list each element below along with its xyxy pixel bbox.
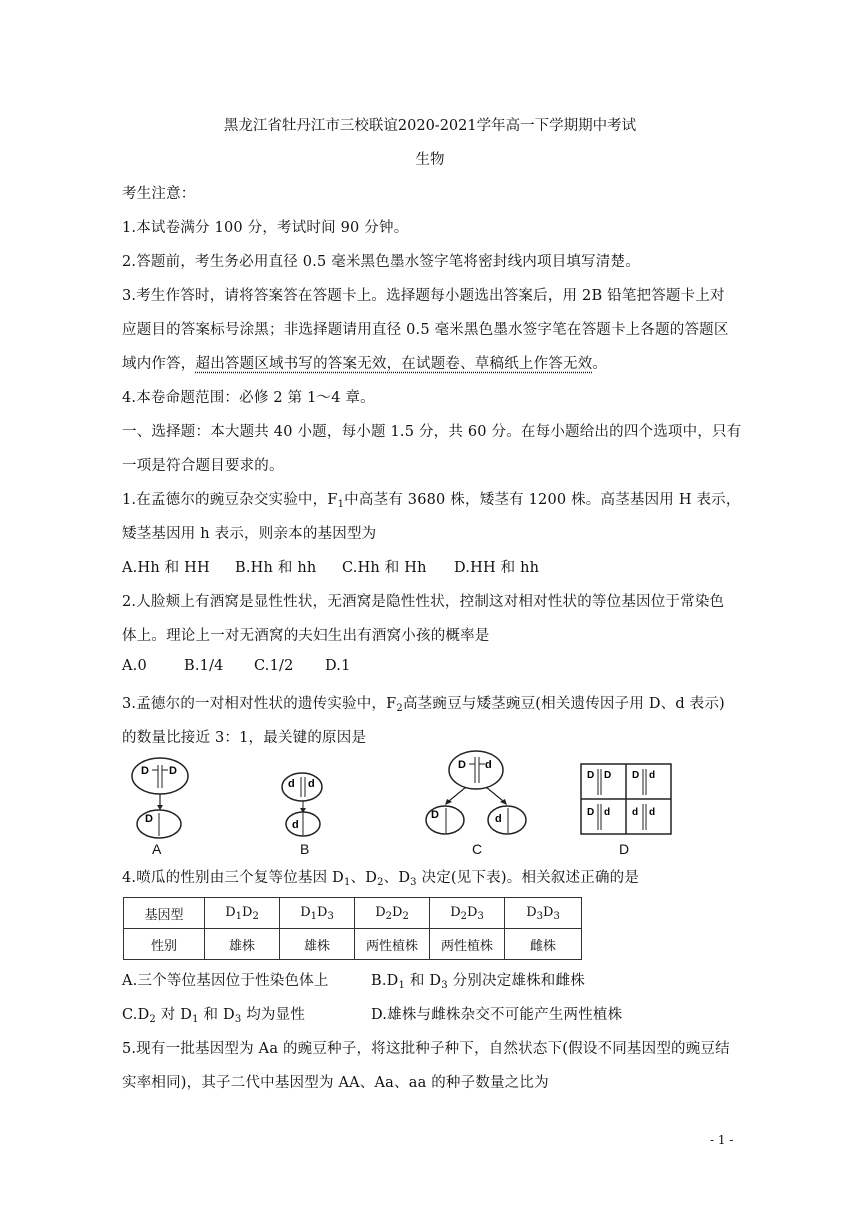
- q1-stem-line2: 矮茎基因用 h 表示，则亲本的基因型为: [122, 526, 377, 542]
- section1-line1: 一、选择题：本大题共 40 小题，每小题 1.5 分，共 60 分。在每小题给出的四个选项中，只有: [122, 424, 742, 440]
- genotype-table: [123, 897, 582, 960]
- genotype-cell: $D_1D_3$: [280, 898, 355, 929]
- q4-option-b: $B.D_1$ 和 $D_3$ 分别决定雄株和雌株: [371, 973, 585, 991]
- q4-option-c: $C.D_2$ 对 $D_1$ 和 $D_3$ 均为显性: [122, 1007, 306, 1025]
- sex-cell: 雄株: [205, 929, 280, 960]
- q1-option-d: D.HH 和 hh: [454, 560, 540, 576]
- genotype-cell: $D_1D_2$: [205, 898, 280, 929]
- q2-options: [122, 658, 351, 674]
- d-cell1-right: D: [604, 770, 612, 781]
- q2-option-c: C.1/2: [254, 658, 294, 674]
- sex-cell: 两性植株: [355, 929, 430, 960]
- notice-heading: 考生注意：: [122, 186, 196, 202]
- q4-option-d: D.雄株与雌株杂交不可能产生两性植株: [371, 1007, 623, 1023]
- notice-2: 2.答题前，考生务必用直径 0.5 毫米黑色墨水签字笔将密封线内项目填写清楚。: [122, 254, 640, 270]
- notice-1: 1.本试卷满分 100 分，考试时间 90 分钟。: [122, 220, 409, 236]
- b-bottom-allele: d: [292, 819, 299, 831]
- q1-option-a: A.Hh 和 HH: [122, 560, 210, 576]
- a-bottom-allele: D: [145, 813, 153, 825]
- a-top-right-allele: D: [169, 765, 177, 777]
- notice-4: 4.本卷命题范围：必修 2 第 1～4 章。: [122, 390, 375, 406]
- c-right-allele: d: [495, 813, 502, 825]
- q5-stem-line2: 实率相同)，其子二代中基因型为 AA、Aa、aa 的种子数量之比为: [122, 1075, 549, 1091]
- notice-3-line1: 3.考生作答时，请将答案答在答题卡上。选择题每小题选出答案后，用 2B 铅笔把答题卡上对: [122, 288, 725, 304]
- q3-figure-c: [422, 748, 532, 843]
- d-cell3-right: d: [604, 807, 611, 818]
- q2-option-d: D.1: [325, 658, 351, 674]
- b-top-left-allele: d: [288, 778, 295, 790]
- q4-options-row2: [122, 1003, 622, 1025]
- table-row: [124, 898, 582, 929]
- c-top-left-allele: D: [458, 759, 466, 771]
- q3-figure-label-a: A: [152, 841, 162, 857]
- emphasis-text: 超出答题区域书写的答案无效，在试题卷、草稿纸上作答无效: [195, 356, 593, 372]
- page-number: - 1 -: [710, 1133, 734, 1147]
- q3-figure-b: [279, 770, 329, 840]
- q4-options-row1: [122, 969, 585, 991]
- sex-cell: 雄株: [280, 929, 355, 960]
- a-top-left-allele: D: [141, 765, 149, 777]
- q1-stem-line1: 1.在孟德尔的豌豆杂交实验中，$F_1$中高茎有 3680 株，矮茎有 1200 株。高茎基因用 H 表示，: [122, 492, 741, 510]
- row-header-genotype: 基因型: [124, 898, 205, 929]
- d-cell1-left: D: [587, 770, 595, 781]
- genotype-cell: $D_2D_3$: [430, 898, 505, 929]
- q2-stem-line2: 体上。理论上一对无酒窝的夫妇生出有酒窝小孩的概率是: [122, 628, 490, 644]
- q4-option-a: A.三个等位基因位于性染色体上: [122, 973, 329, 989]
- q1-option-c: C.Hh 和 Hh: [342, 560, 427, 576]
- b-top-right-allele: d: [308, 778, 315, 790]
- sex-cell: 雌株: [505, 929, 582, 960]
- q3-figure-label-c: C: [472, 841, 483, 857]
- q1-option-b: B.Hh 和 hh: [235, 560, 317, 576]
- d-cell4-right: d: [649, 807, 656, 818]
- d-cell3-left: D: [587, 807, 595, 818]
- section1-line2: 一项是符合题目要求的。: [122, 458, 284, 474]
- q2-option-a: A.0: [122, 658, 147, 674]
- q3-figure-label-b: B: [300, 841, 310, 857]
- q2-stem-line1: 2.人脸颊上有酒窝是显性性状，无酒窝是隐性性状，控制这对相对性状的等位基因位于常染色: [122, 594, 725, 610]
- q2-option-b: B.1/4: [184, 658, 224, 674]
- subject-title: 生物: [415, 152, 445, 168]
- d-cell2-right: d: [649, 770, 656, 781]
- q5-stem-line1: 5.现有一批基因型为 Aa 的豌豆种子，将这批种子种下，自然状态下(假设不同基因型的豌豆结: [122, 1041, 730, 1057]
- table-row: [124, 929, 582, 960]
- genotype-cell: $D_3D_3$: [505, 898, 582, 929]
- q1-options: [122, 556, 539, 577]
- row-header-sex: 性别: [124, 929, 205, 960]
- q3-figure-d: [580, 763, 674, 837]
- q4-stem: 4.喷瓜的性别由三个复等位基因 $D_1$、$D_2$、$D_3$ 决定(见下表)。相关叙述正确的是: [122, 870, 640, 888]
- q3-figure-label-d: D: [619, 841, 630, 857]
- sex-cell: 两性植株: [430, 929, 505, 960]
- q3-stem-line2: 的数量比接近 3：1，最关键的原因是: [122, 730, 367, 746]
- d-cell4-left: d: [632, 807, 639, 818]
- q3-figure-a: [126, 755, 196, 840]
- notice-3-line2: 应题目的答案标号涂黑；非选择题请用直径 0.5 毫米黑色墨水签字笔在答题卡上各题的答题区: [122, 322, 729, 338]
- c-left-allele: D: [431, 809, 439, 821]
- d-cell2-left: D: [632, 770, 640, 781]
- q3-stem-line1: 3.孟德尔的一对相对性状的遗传实验中，$F_2$高茎豌豆与矮茎豌豆(相关遗传因子用 D、d 表示): [122, 696, 725, 714]
- notice-3-line3: 域内作答，超出答题区域书写的答案无效，在试题卷、草稿纸上作答无效。: [122, 356, 608, 372]
- exam-title: 黑龙江省牡丹江市三校联谊2020-2021学年高一下学期期中考试: [223, 118, 637, 134]
- genotype-cell: $D_2D_2$: [355, 898, 430, 929]
- c-top-right-allele: d: [485, 759, 492, 771]
